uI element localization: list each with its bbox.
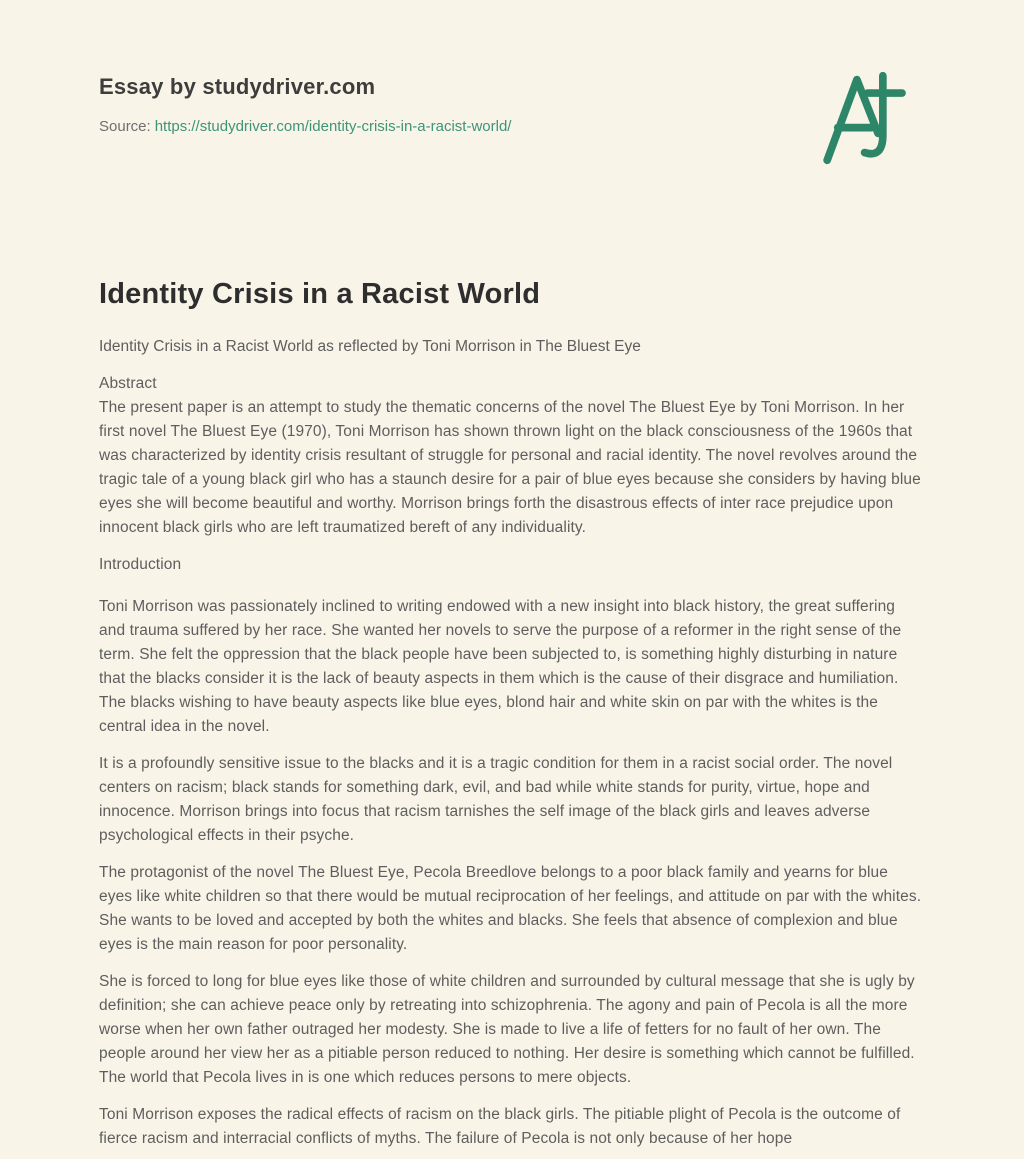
studydriver-logo-icon <box>821 70 913 166</box>
article-subtitle: Identity Crisis in a Racist World as reflected by Toni Morrison in The Bluest Eye <box>99 338 641 355</box>
source-line <box>99 118 511 135</box>
intro-paragraph-3: The protagonist of the novel The Bluest Eye, Pecola Breedlove belongs to a poor black family and yearns for blue eyes like white children so that there would be mutual reciprocation of her feelings, and attitude on par with the whites. She wants to be loved and accepted by both the whites and blacks. She feels that absence of complexion and blue eyes is the main reason for poor personality. <box>99 864 922 953</box>
abstract-paragraph: The present paper is an attempt to study the thematic concerns of the novel The Bluest Eye by Toni Morrison. In her first novel The Bluest Eye (1970), Toni Morrison has shown thrown light on the black consciousness of the 1960s that was characterized by identity crisis resultant of struggle for personal and racial identity. The novel revolves around the tragic tale of a young black girl who has a staunch desire for a pair of blue eyes because she considers by having blue eyes she will become beautiful and worthy. Morrison brings forth the disastrous effects of inter race prejudice upon innocent black girls who are left traumatized bereft of any individuality. <box>99 399 921 536</box>
header-left <box>99 74 511 135</box>
intro-paragraph-4: She is forced to long for blue eyes like those of white children and surrounded by cultural message that she is ugly by definition; she can achieve peace only by retreating into schizophrenia. The agony and pain of Pecola is all the more worse when her own father outraged her modesty. She is made to live a life of fetters for no fault of her own. The people around her view her as a pitiable person reduced to nothing. Her desire is something which cannot be fulfilled. The world that Pecola lives in is one which reduces persons to mere objects. <box>99 973 915 1086</box>
section-abstract <box>99 372 925 540</box>
a-plus-logo-svg <box>821 70 913 166</box>
section-introduction <box>99 553 925 1151</box>
article-body <box>99 278 925 1151</box>
page-header <box>99 74 925 166</box>
header-title: Essay by studydriver.com <box>99 74 376 99</box>
article-title: Identity Crisis in a Racist World <box>99 278 541 310</box>
intro-paragraph-2: It is a profoundly sensitive issue to the blacks and it is a tragic condition for them in a racist social order. The novel centers on racism; black stands for something dark, evil, and bad while white stands for purity, virtue, hope and innocence. Morrison brings into focus that racism tarnishes the self image of the black girls and leaves adverse psychological effects in their psyche. <box>99 755 893 844</box>
section-heading-abstract: Abstract <box>99 375 157 392</box>
source-label: Source: <box>99 118 151 135</box>
section-heading-introduction: Introduction <box>99 556 182 573</box>
source-link[interactable]: https://studydriver.com/identity-crisis-in-a-racist-world/ <box>154 118 512 135</box>
intro-paragraph-1: Toni Morrison was passionately inclined to writing endowed with a new insight into black history, the great suffering and trauma suffered by her race. She wanted her novels to serve the purpose of a reformer in the right sense of the term. She felt the oppression that the black people have been subjected to, is something highly disturbing in nature that the blacks consider it is the lack of beauty aspects in them which is the cause of their disgrace and humiliation. The blacks wishing to have beauty aspects like blue eyes, blond hair and white skin on par with the whites is the central idea in the novel. <box>99 598 902 735</box>
intro-paragraph-5: Toni Morrison exposes the radical effects of racism on the black girls. The pitiable plight of Pecola is the outcome of fierce racism and interracial conflicts of myths. The failure of Pecola is not only because of her hope <box>99 1106 901 1147</box>
